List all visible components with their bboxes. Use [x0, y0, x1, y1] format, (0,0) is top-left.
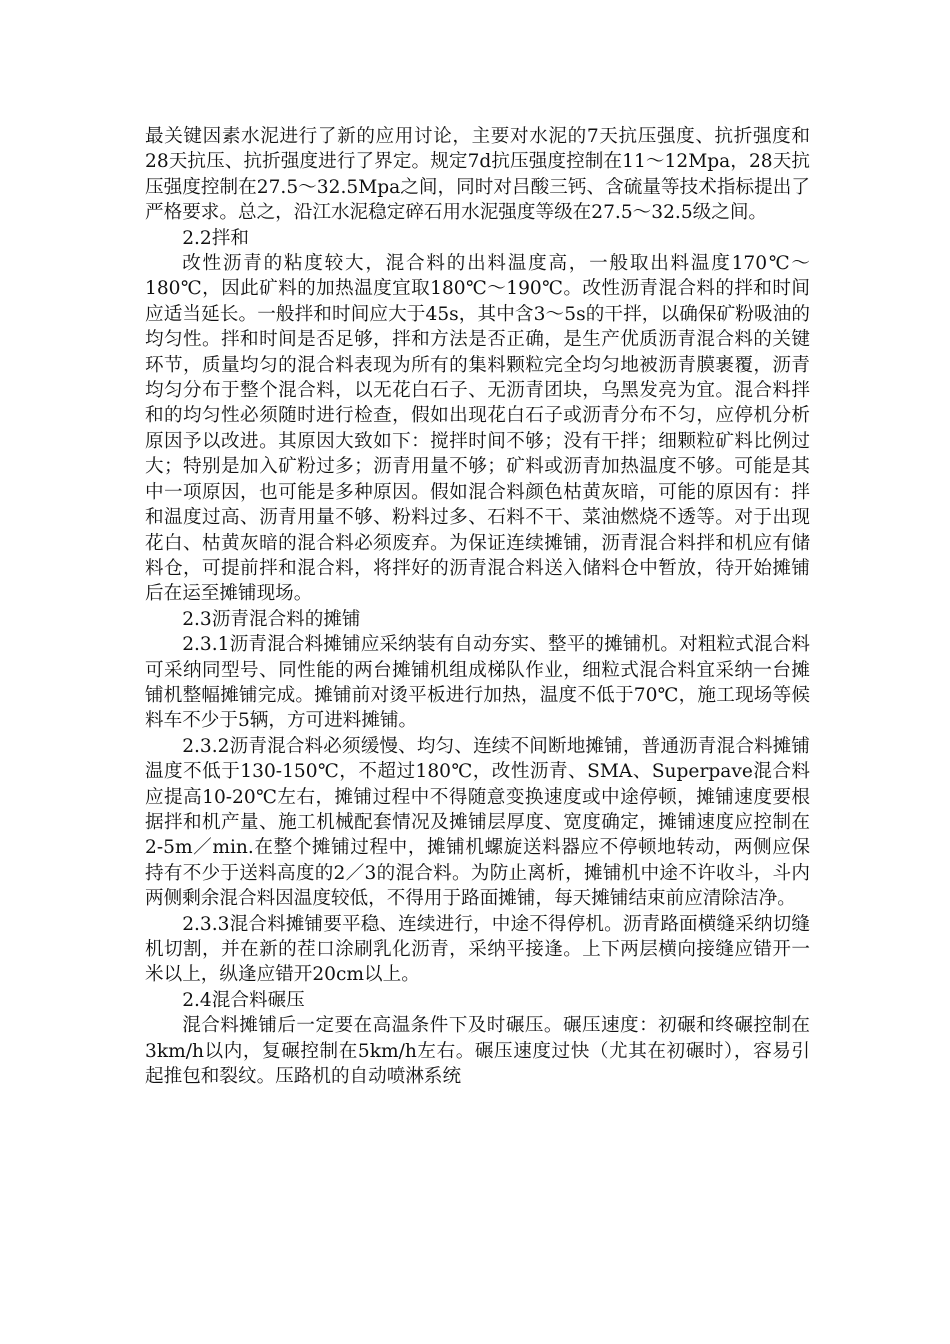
- paragraph-mixing: 改性沥青的粘度较大，混合料的出料温度高，一般取出料温度170℃～180℃，因此矿料的加热温度宜取180℃～190℃。改性沥青混合料的拌和时间应适当延长。一般拌和时间应大于45s，其中含3～5s的干拌，以确保矿粉吸油的均匀性。拌和时间是否足够，拌和方法是否正确，是生产优质沥青混合料的关键环节，质量均匀的混合料表现为所有的集料颗粒完全均匀地被沥青膜裹覆，沥青均匀分布于整个混合料，以无花白石子、无沥青团块，乌黑发亮为宜。混合料拌和的均匀性必须随时进行检查，假如出现花白石子或沥青分布不匀，应停机分析原因予以改进。其原因大致如下：搅拌时间不够；没有干拌；细颗粒矿料比例过大；特别是加入矿粉过多；沥青用量不够；矿料或沥青加热温度不够。可能是其中一项原因，也可能是多种原因。假如混合料颜色枯黄灰暗，可能的原因有：拌和温度过高、沥青用量不够、粉料过多、石料不干、菜油燃烧不透等。对于出现花白、枯黄灰暗的混合料必须废弃。为保证连续摊铺，沥青混合料拌和机应有储料仓，可提前拌和混合料，将拌好的沥青混合料送入储料仓中暂放，待开始摊铺后在运至摊铺现场。: [145, 253, 810, 605]
- heading-2-3-paving: 2.3沥青混合料的摊铺: [182, 608, 361, 630]
- paragraph-2-3-2: 2.3.2沥青混合料必须缓慢、均匀、连续不间断地摊铺，普通沥青混合料摊铺温度不低于130-150℃，不超过180℃，改性沥青、SMA、Superpave混合料应提高10-20℃左右，摊铺过程中不得随意变换速度或中途停顿，摊铺速度要根据拌和机产量、施工机械配套情况及摊铺层厚度、宽度确定，摊铺速度应控制在2-5m／min.在整个摊铺过程中，摊铺机螺旋送料器应不停顿地转动，两侧应保持有不少于送料高度的2／3的混合料。为防止离析，摊铺机中途不许收斗，斗内两侧剩余混合料因温度较低，不得用于路面摊铺，每天摊铺结束前应清除洁净。: [145, 735, 810, 910]
- paragraph-2-3-3: 2.3.3混合料摊铺要平稳、连续进行，中途不得停机。沥青路面横缝采纳切缝机切割，并在新的茬口涂刷乳化沥青，采纳平接逢。上下两层横向接缝应错开一米以上，纵逢应错开20cm以上。: [145, 913, 810, 986]
- heading-2-2-mixing: 2.2拌和: [182, 227, 249, 249]
- document-body: [145, 124, 810, 1089]
- paragraph-compaction: 混合料摊铺后一定要在高温条件下及时碾压。碾压速度：初碾和终碾控制在3km/h以内，复碾控制在5km/h左右。碾压速度过快（尤其在初碾时），容易引起推包和裂纹。压路机的自动喷淋系统: [145, 1015, 810, 1088]
- paragraph-2-3-1: 2.3.1沥青混合料摊铺应采纳装有自动夯实、整平的摊铺机。对粗粒式混合料可采纳同型号、同性能的两台摊铺机组成梯队作业，细粒式混合料宜采纳一台摊铺机整幅摊铺完成。摊铺前对烫平板进行加热，温度不低于70℃，施工现场等候料车不少于5辆，方可进料摊铺。: [145, 634, 810, 732]
- paragraph-cement-strength: 最关键因素水泥进行了新的应用讨论，主要对水泥的7天抗压强度、抗折强度和28天抗压、抗折强度进行了界定。规定7d抗压强度控制在11～12Mpa，28天抗压强度控制在27.5～32.5Mpa之间，同时对吕酸三钙、含硫量等技术指标提出了严格要求。总之，沿江水泥稳定碎石用水泥强度等级在27.5～32.5级之间。: [145, 126, 810, 224]
- heading-2-4-compaction: 2.4混合料碾压: [182, 989, 305, 1011]
